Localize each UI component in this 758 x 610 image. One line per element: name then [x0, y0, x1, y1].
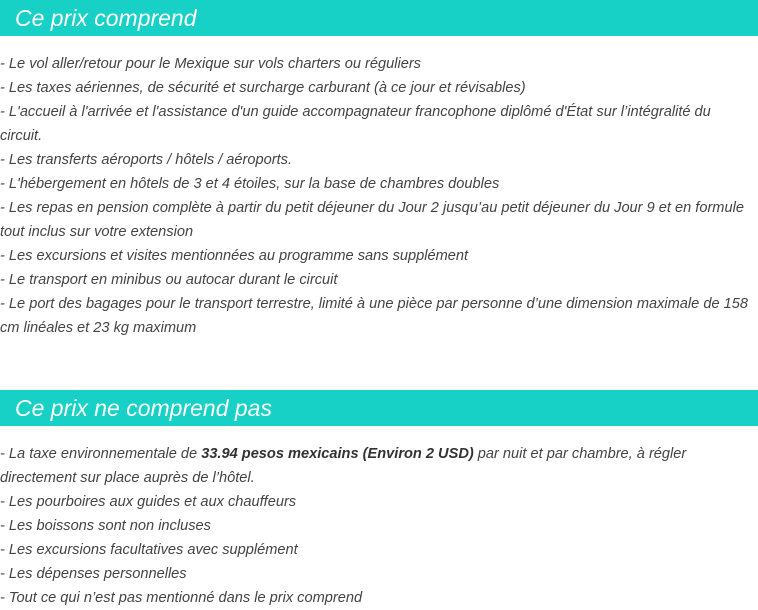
tax-prefix: - La taxe environnementale de [0, 446, 202, 462]
tax-list-item [0, 442, 758, 490]
tax-amount: 33.94 pesos mexicains (Environ 2 USD) [201, 446, 474, 462]
list-item: - Les dépenses personnelles [0, 566, 187, 582]
list-item: - Le port des bagages pour le transport terrestre, limité à une pièce par personne d’une dimension maximale de 158 cm linéales et 23 kg maximum [0, 296, 748, 336]
list-item: - Le vol aller/retour pour le Mexique sur vols charters ou réguliers [0, 56, 421, 72]
excluded-list [0, 426, 758, 610]
list-item: - Les excursions facultatives avec supplément [0, 542, 298, 558]
list-item: - Les taxes aériennes, de sécurité et surcharge carburant (à ce jour et révisables) [0, 80, 526, 96]
tax-suffix: par nuit et par chambre, à régler directement sur place auprès de l’hôtel. [0, 446, 687, 486]
list-item: - Tout ce qui n’est pas mentionné dans le prix comprend [0, 590, 363, 606]
list-item: - L'accueil à l'arrivée et l'assistance d'un guide accompagnateur francophone diplômé d'État sur l’intégralité du circuit. [0, 104, 711, 144]
list-item: - Le transport en minibus ou autocar durant le circuit [0, 272, 338, 288]
list-item: - L'hébergement en hôtels de 3 et 4 étoiles, sur la base de chambres doubles [0, 176, 500, 192]
excluded-header: Ce prix ne comprend pas [0, 390, 758, 426]
section-gap [0, 340, 758, 390]
list-item: - Les pourboires aux guides et aux chauffeurs [0, 494, 297, 510]
excluded-section [0, 390, 758, 610]
list-item: - Les transferts aéroports / hôtels / aéroports. [0, 152, 293, 168]
list-item: - Les excursions et visites mentionnées au programme sans supplément [0, 248, 469, 264]
list-item: - Les boissons sont non incluses [0, 518, 211, 534]
included-list [0, 36, 758, 340]
included-header: Ce prix comprend [0, 0, 758, 36]
list-item: - Les repas en pension complète à partir du petit déjeuner du Jour 2 jusqu’au petit déjeuner du Jour 9 et en formule tout inclus sur votre extension [0, 200, 744, 240]
